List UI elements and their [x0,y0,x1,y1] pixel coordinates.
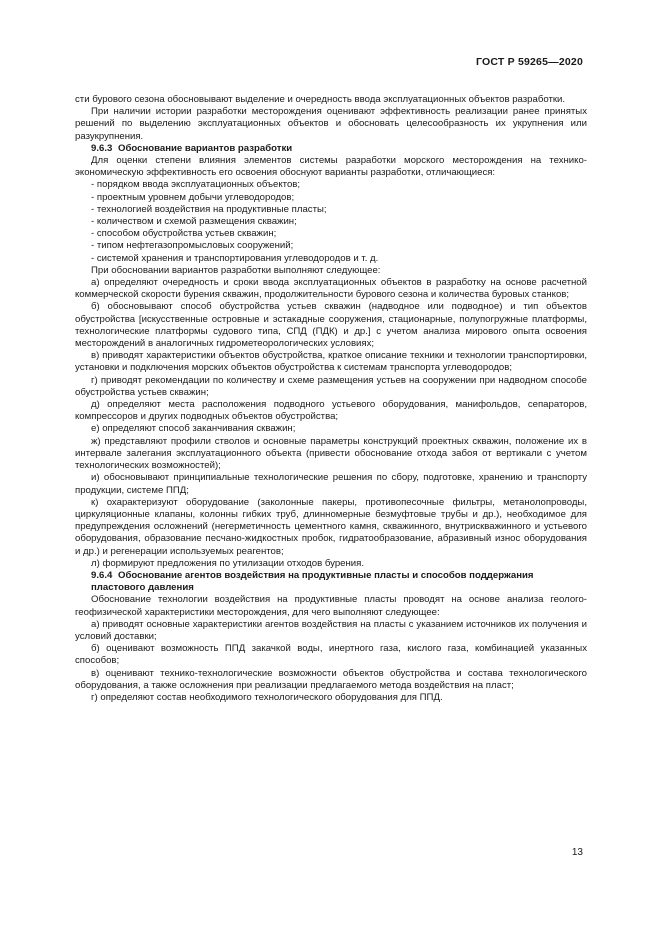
page-body [75,94,587,704]
section-number: 9.6.3 [91,142,113,154]
page-number: 13 [571,847,583,858]
list-item: и) обосновывают принципиальные технологические решения по сбору, подготовке, хранению и транспорту продукции, системе ППД; [75,472,587,496]
paragraph-history: При наличии истории разработки месторождения оценивают эффективность реализации ранее принятых решений по выделению эксплуатационных объектов и обосновать целесообразность их укрупнения или разукрупнения. [75,106,587,142]
list-item: - способом обустройства устьев скважин; [91,228,587,240]
variant-criteria-list [75,179,587,264]
list-item: - типом нефтегазопромысловых сооружений; [91,240,587,252]
section-heading-964 [75,570,587,594]
paragraph-963-lead2: При обосновании вариантов разработки выполняют следующее: [91,264,381,276]
section-number: 9.6.4 [91,569,113,581]
list-item: - количеством и схемой размещения скважин; [91,216,587,228]
list-item: - системой хранения и транспортирования углеводородов и т. д. [91,253,587,265]
paragraph-963-lead: Для оценки степени влияния элементов системы разработки морского месторождения на технико-экономическую эффективность его освоения обоснуют варианты разработки, отличающиеся: [75,155,587,179]
section-heading-963 [75,143,587,155]
list-item: - проектным уровнем добычи углеводородов; [91,192,587,204]
list-item: г) определяют состав необходимого технологического оборудования для ППД. [91,691,443,703]
paragraph-964-lead: Обоснование технологии воздействия на продуктивные пласты проводят на основе анализа геолого-геофизической характеристики месторождения, для чего выполняют следующее: [75,594,587,618]
list-item: а) определяют очередность и сроки ввода эксплуатационных объектов в разработку на основе расчетной коммерческой скорости бурения скважин, продолжительности бурового сезона и количества буровых станков; [75,277,587,301]
list-item: в) приводят характеристики объектов обустройства, краткое описание техники и технологии транспортировки, установки и подключения морских объектов обустройства к системам транспорта углеводородов; [75,350,587,374]
list-item: - технологией воздействия на продуктивные пласты; [91,204,587,216]
list-item: е) определяют способ заканчивания скважин; [91,423,296,435]
list-item: к) охарактеризуют оборудование (заколонные пакеры, противопесочные фильтры, метанолопроводы, циркуляционные клапаны, колонны гибких труб, длинномерные безмуфтовые трубы и др.), необходимое для предупреждения осложнений (негерметичность цементного камня, скважинного, внутрискважинного и устьевого оборудования, образование песчано-жидкостных пробок, гидратообразование, абразивный износ оборудования и др.) и регенерации используемых реагентов; [75,496,587,557]
paragraph-intro-continuation: сти бурового сезона обосновывают выделение и очередность ввода эксплуатационных объектов разработки. [75,94,566,105]
list-item: л) формируют предложения по утилизации отходов бурения. [91,557,365,569]
list-item: ж) представляют профили стволов и основные параметры конструкций проектных скважин, положение их в интервале залегания эксплуатационного объекта (привести обоснование отхода забоя от вертикали с учетом технологических возможностей); [75,435,587,472]
list-item: д) определяют места расположения подводного устьевого оборудования, манифольдов, сепараторов, компрессоров и других подводных объектов обустройства; [75,399,587,423]
list-item: - порядком ввода эксплуатационных объектов; [91,179,587,191]
section-title: Обоснование вариантов разработки [118,142,293,154]
list-item: а) приводят основные характеристики агентов воздействия на пласты с указанием источников их получения и условий доставки; [75,618,587,642]
list-item: в) оценивают технико-технологические возможности объектов обустройства и состава технологического оборудования, а также осложнения при реализации предлагаемого метода воздействия на пласт; [75,667,587,691]
list-item: б) обосновывают способ обустройства устьев скважин (надводное или подводное) и тип объектов обустройства [искусственные островные и эстакадные сооружения, стационарные, полупогружные платформы, технологические платформы судового типа, СПД (ПДК) и др.] с учетом анализа мирового опыта освоения месторождений в аналогичных гидрометеорологических условиях; [75,301,587,350]
section-title: Обоснование агентов воздействия на продуктивные пласты и способов поддержания пластового давления [91,569,534,594]
list-item: б) оценивают возможность ППД закачкой воды, инертного газа, кислого газа, комбинацией указанных способов; [75,643,587,667]
list-item: г) приводят рекомендации по количеству и схеме размещения устьев на сооружении при надводном способе обустройства устьев скважин; [75,374,587,398]
document-code-header: ГОСТ Р 59265—2020 [475,56,583,68]
